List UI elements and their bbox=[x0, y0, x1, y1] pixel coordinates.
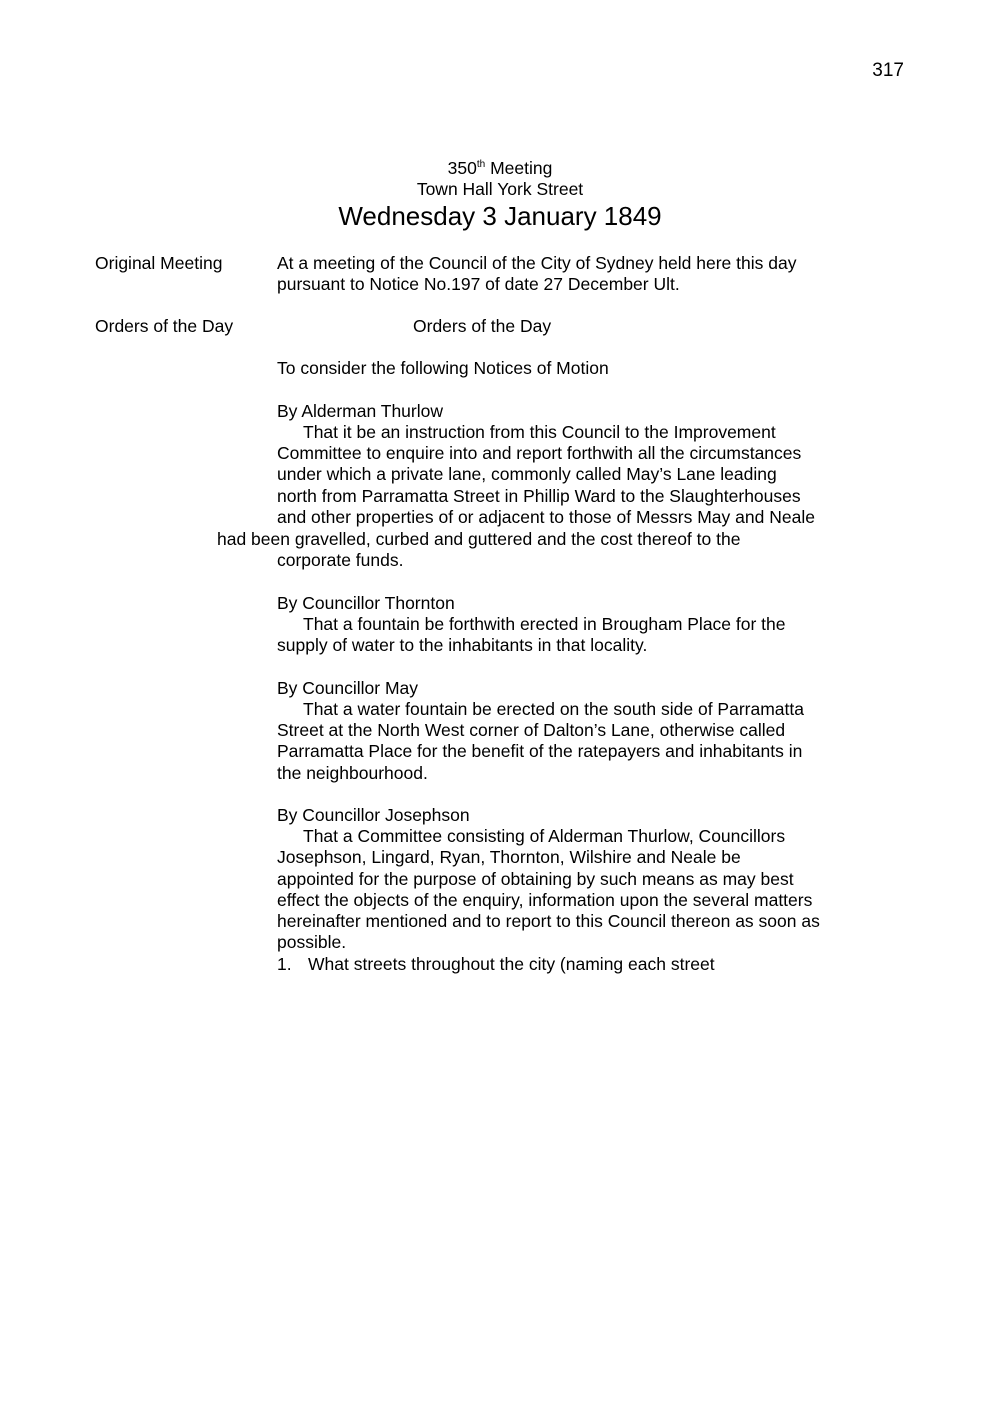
motion-text-line: Parramatta Place for the benefit of the ratepayers and inhabitants in bbox=[277, 741, 803, 761]
motion-mover-thornton: By Councillor Thornton bbox=[277, 593, 455, 613]
motion-mover-may: By Councillor May bbox=[277, 678, 419, 698]
motion-text-line: That it be an instruction from this Council to the Improvement bbox=[303, 422, 776, 442]
meeting-location: Town Hall York Street bbox=[416, 179, 584, 199]
motion-text-line: That a fountain be forthwith erected in Brougham Place for the bbox=[303, 614, 786, 634]
motion-text-line: appointed for the purpose of obtaining by such means as may best bbox=[277, 869, 794, 889]
list-item-text: What streets throughout the city (naming each street bbox=[308, 954, 715, 974]
motion-text-line: possible. bbox=[277, 932, 347, 952]
motion-text-line: hereinafter mentioned and to report to this Council thereon as soon as bbox=[277, 911, 820, 931]
motion-text-line-outdented: had been gravelled, curbed and guttered and the cost thereof to the bbox=[217, 529, 741, 549]
motion-text-line: That a water fountain be erected on the south side of Parramatta bbox=[303, 699, 804, 719]
margin-note-original-meeting: Original Meeting bbox=[95, 253, 223, 273]
motion-text-line: Committee to enquire into and report forthwith all the circumstances bbox=[277, 443, 802, 463]
motion-text-line: and other properties of or adjacent to those of Messrs May and Neale bbox=[277, 507, 815, 527]
motion-text-line: corporate funds. bbox=[277, 550, 404, 570]
motion-text-line: north from Parramatta Street in Phillip Ward to the Slaughterhouses bbox=[277, 486, 801, 506]
page-number: 317 bbox=[872, 60, 904, 81]
meeting-number: 350th Meeting bbox=[447, 158, 553, 178]
intro-line-2: pursuant to Notice No.197 of date 27 December Ult. bbox=[277, 274, 680, 294]
orders-heading: Orders of the Day bbox=[413, 316, 552, 336]
intro-line-1: At a meeting of the Council of the City of Sydney held here this day bbox=[277, 253, 797, 273]
motion-text-line: Street at the North West corner of Dalton’s Lane, otherwise called bbox=[277, 720, 786, 740]
motion-mover-thurlow: By Alderman Thurlow bbox=[277, 401, 444, 421]
list-item-number: 1. bbox=[277, 954, 292, 974]
motion-text-line: supply of water to the inhabitants in that locality. bbox=[277, 635, 648, 655]
motion-text-line: effect the objects of the enquiry, information upon the several matters bbox=[277, 890, 813, 910]
list-item bbox=[277, 954, 715, 975]
margin-note-orders-of-the-day: Orders of the Day bbox=[95, 316, 234, 336]
page-title: Wednesday 3 January 1849 bbox=[338, 201, 662, 231]
consider-line: To consider the following Notices of Motion bbox=[277, 358, 609, 378]
motion-mover-josephson: By Councillor Josephson bbox=[277, 805, 470, 825]
motion-text-line: under which a private lane, commonly called May’s Lane leading bbox=[277, 464, 777, 484]
motion-text-line: Josephson, Lingard, Ryan, Thornton, Wilshire and Neale be bbox=[277, 847, 741, 867]
motion-text-line: the neighbourhood. bbox=[277, 763, 428, 783]
motion-text-line: That a Committee consisting of Alderman Thurlow, Councillors bbox=[303, 826, 786, 846]
